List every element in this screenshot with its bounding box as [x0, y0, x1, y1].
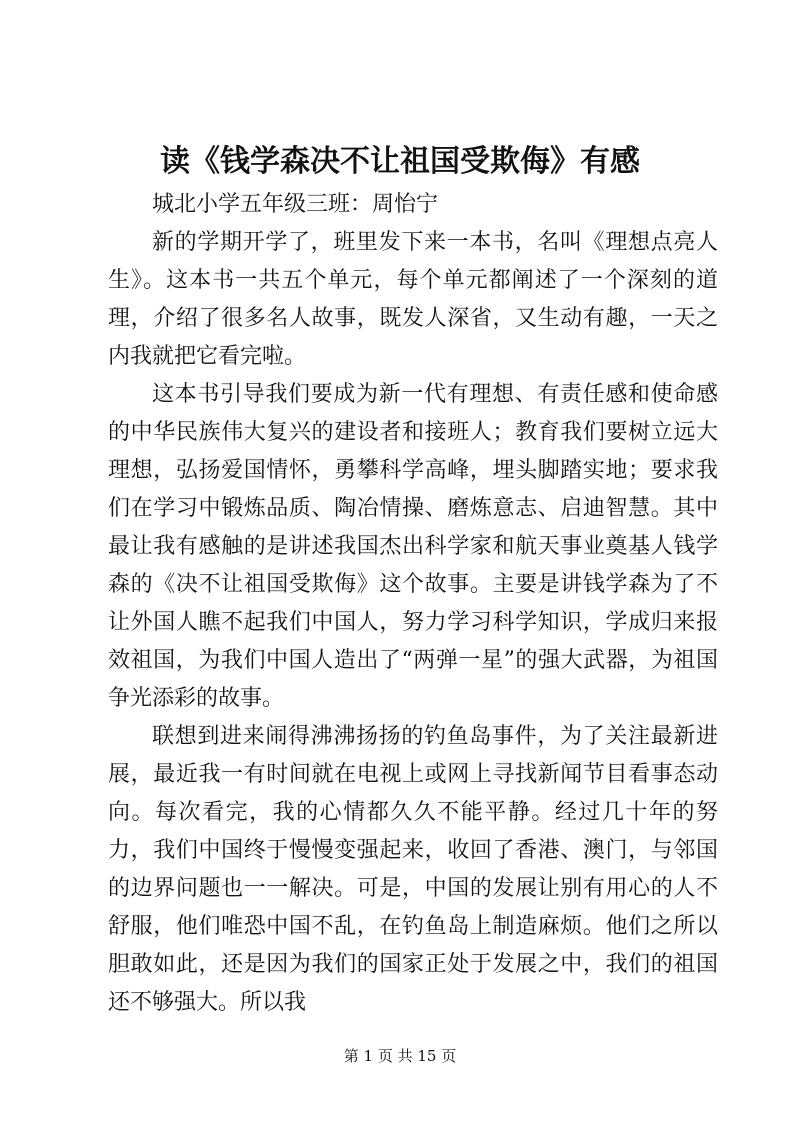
document-title: 读《钱学森决不让祖国受欺侮》有感	[160, 144, 640, 179]
page-indicator: 第 1 页 共 15 页	[343, 1047, 457, 1065]
paragraph-3: 联想到进来闹得沸沸扬扬的钓鱼岛事件，为了关注最新进展，最近我一有时间就在电视上或网上寻找新闻节目看事态动向。每次看完，我的心情都久久不能平静。经过几十年的努力，我们中国终于慢慢变强起来，收回了香港、澳门，与邻国的边界问题也一一解决。可是，中国的发展让别有用心的人不舒服，他们唯恐中国不乱，在钓鱼岛上制造麻烦。他们之所以胆敢如此，还是因为我们的国家正处于发展之中，我们的祖国还不够强大。所以我	[108, 724, 718, 1015]
author-line: 城北小学五年级三班：周怡宁	[152, 192, 439, 217]
paragraph-2: 这本书引导我们要成为新一代有理想、有责任感和使命感的中华民族伟大复兴的建设者和接班人；教育我们要树立远大理想，弘扬爱国情怀，勇攀科学高峰，埋头脚踏实地；要求我们在学习中锻炼品质、陶冶情操、磨炼意志、启迪智慧。其中最让我有感触的是讲述我国杰出科学家和航天事业奠基人钱学森的《决不让祖国受欺侮》这个故事。主要是讲钱学森为了不让外国人瞧不起我们中国人，努力学习科学知识，学成归来报效祖国，为我们中国人造出了“两弹一星”的强大武器，为祖国争光添彩的故事。	[108, 382, 718, 711]
paragraph-1: 新的学期开学了，班里发下来一本书，名叫《理想点亮人生》。这本书一共五个单元，每个单元都阐述了一个深刻的道理，介绍了很多名人故事，既发人深省，又生动有趣，一天之内我就把它看完啦。	[108, 230, 718, 369]
page-footer	[0, 1046, 800, 1066]
document-body	[108, 186, 718, 1022]
